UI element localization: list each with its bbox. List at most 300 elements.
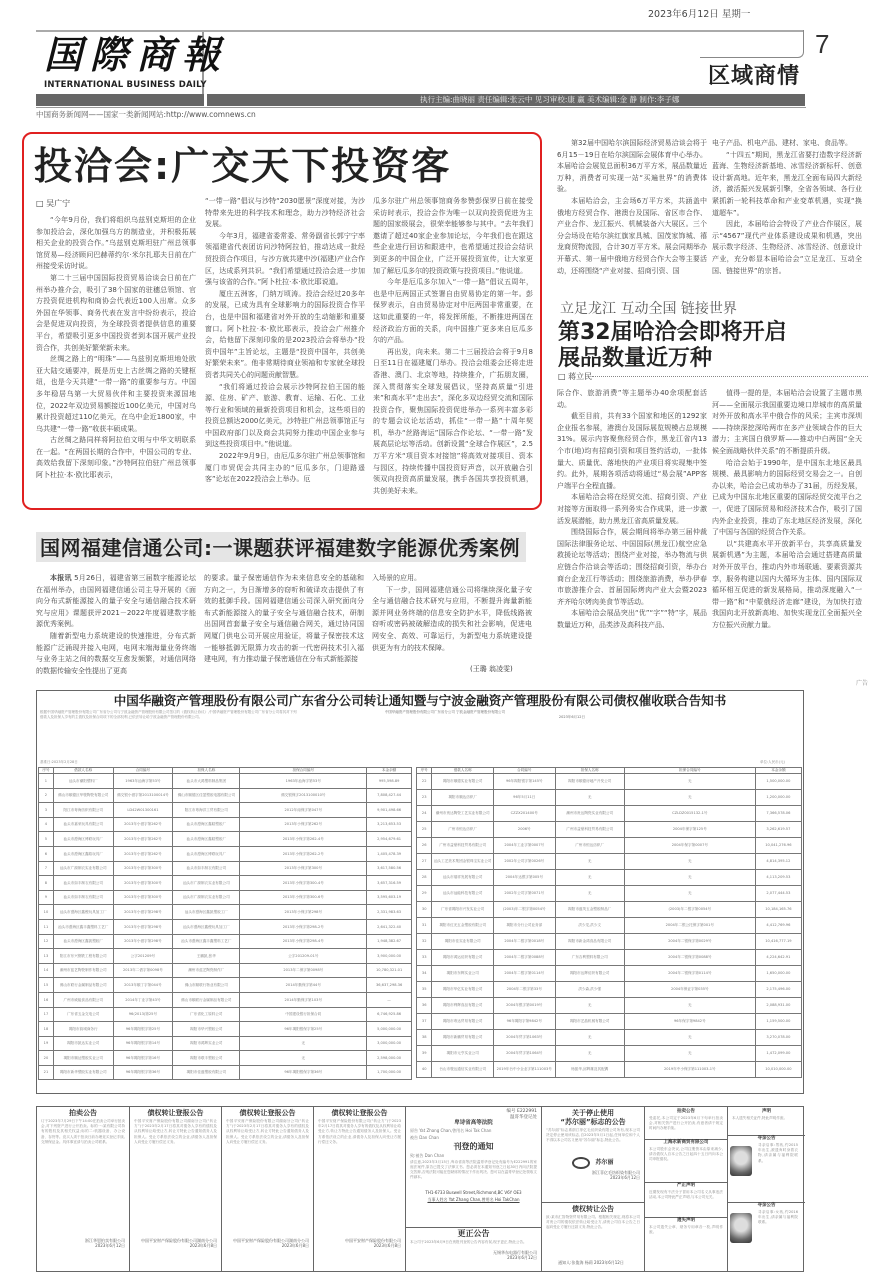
- court-notice-title: 刊登的通知: [453, 1141, 494, 1151]
- table-cell: 24: [417, 806, 432, 822]
- table-cell: 无: [555, 1030, 624, 1046]
- ad-date: 2023年6月12日: [594, 1260, 624, 1265]
- table-cell: 汕头市澄海区鑫丰鑫塑料工艺厂: [173, 934, 240, 949]
- table-cell: 3,657,316.59: [367, 876, 412, 891]
- lead-text: 5月26日，福建省第三届数字能源论坛在福州举办，由国网福建信通公司主导开展的《面向分布式新能源接入的量子安全与通信融合技术研究与应用》课题获评2021－2022年度福建数字能源优秀案例。: [36, 574, 196, 629]
- paragraph: 本届哈洽会将在经贸交流、招商引资、产业对接等方面取得一系列务实合作成果，进一步激活发展潜能，助力黑龙江省高质量发展。: [557, 493, 707, 525]
- ad-org: 浙江菲亿毛纺织染有限公司: [592, 1170, 640, 1175]
- table-cell: 1,405,478.39: [367, 846, 412, 861]
- ad-body: 中国平安财产保险股份有限公司湖南分公司(“转让方”)于2023年2月17日将其对债务人享有的债权及从权利转让给受让方,转让方特此公告通知债务人及担保人。受让方系依法设立的企业,请债务人及担保人向受让方履行偿还义务。: [134, 1119, 217, 1144]
- table-cell: 阳江市粤海纺织有限公司: [53, 803, 113, 818]
- table-cell: 杨振华,邱辉雄及其配偶: [555, 1062, 624, 1078]
- ad-body: 本人遗失相关证件,特此声明作废。: [732, 1116, 788, 1120]
- table-cell: 96年揭阳银字第16号: [113, 1051, 173, 1066]
- ad-date: 2023年6月12日: [95, 1243, 125, 1249]
- paragraph: [36, 573, 196, 631]
- ad-org: 中国平安财产保险股份有限公司: [345, 1238, 401, 1243]
- ad-title: 上海永新商贸有限公司: [645, 1139, 727, 1146]
- table-cell: 无: [240, 1036, 367, 1051]
- ad-title: 声明: [762, 1109, 771, 1114]
- table-cell: 2004年二银保字第0088号: [624, 950, 755, 966]
- table-cell: 潮州市蓝艺陶瓷制作厂: [173, 963, 240, 978]
- notice-table-right: [416, 767, 802, 1091]
- table-cell: 广州市恒达纺织厂: [555, 838, 624, 854]
- table-cell: 2006号: [493, 822, 555, 838]
- table-cell: 2,598,000.00: [367, 1051, 412, 1066]
- table-cell: 佛交银小借字第2013100014号: [113, 788, 173, 803]
- paragraph: 的要求。量子保密通信作为未来信息安全的基础和方向之一，为日渐增多的窃听和破译攻击提供了有效的抵御手段。国网福建信通公司深入研究面向分布式新能源接入的量子安全与通信融合技术，研制出国网首套量子安全与通信融合网关，通过协同国网厦门供电公司开展应用验证，将量子保密技术这一能够抵御无限算力攻击的新一代密码技术引入福建电网，有力推动量子保密通信在分布式新能源接: [204, 574, 364, 664]
- lead-tag: 本报讯: [50, 574, 72, 582]
- table-cell: 2013年小借字第298号: [113, 919, 173, 934]
- table-cell: 4: [39, 817, 54, 832]
- table-row: [39, 1036, 412, 1051]
- column-header: 本金余额: [755, 768, 801, 774]
- table-cell: 35: [417, 982, 432, 998]
- table-cell: 1,500,000.00: [755, 774, 801, 790]
- ad-title: 拍卖公告: [677, 1109, 695, 1114]
- table-cell: 潮州市蓝艺陶瓷制作有限公司: [53, 963, 113, 978]
- newspaper-logo-en: INTERNATIONAL BUSINESS DAILY: [44, 80, 207, 90]
- table-cell: 3,213,653.53: [367, 817, 412, 832]
- table-cell: 34: [417, 966, 432, 982]
- table-cell: LD42W01300161: [113, 803, 173, 818]
- column-header: 担保人名称: [555, 768, 624, 774]
- table-cell: 2004年保字第125号: [624, 822, 755, 838]
- table-row: [39, 788, 412, 803]
- ad-body: “苏尔丽”标志系浙江菲亿毛纺织染有限公司所有,现本公司决定停止使用该标志,自2023年5月1日起,任何单位和个人不得以本公司名义使用“苏尔丽”标志,特此公告。: [546, 1128, 640, 1143]
- table-cell: 无: [555, 870, 624, 886]
- table-cell: 揭阳市粤达贸易有限公司: [432, 1014, 494, 1030]
- table-cell: 28: [417, 870, 432, 886]
- table-cell: 汕头市汕能科技有限公司: [432, 886, 494, 902]
- table-cell: 3,617,580.56: [367, 861, 412, 876]
- table-cell: 广东省化工原料公司: [173, 1007, 240, 1022]
- paragraph: “十四五”期间，黑龙江省要打造数字经济新蓝海、生物经济新基地、冰雪经济新标杆、创意设计新高地。近年来，黑龙江全面布局四大新经济，激活振兴发展新引擎，全省各领域、各行业紧抓新一轮科技革命和产业变革机遇，实现“换道超车”。: [712, 150, 862, 217]
- article3-col3: [372, 573, 532, 655]
- table-cell: 揭阳市顺达纺织厂: [432, 790, 494, 806]
- table-row: [39, 846, 412, 861]
- table-cell: CZZX201400号: [493, 806, 555, 822]
- table-cell: 2013年小借字第300号: [113, 876, 173, 891]
- ad-date: 2023年6月8日: [373, 1243, 401, 1249]
- table-cell: 1963年汕海字第53号: [113, 774, 173, 789]
- table-cell: 揭阳市华亿实业有限公司: [432, 982, 494, 998]
- table-cell: 揭阳市佳实业有限公司: [432, 934, 494, 950]
- table-row: [39, 1022, 412, 1037]
- column-header: 担保合同编号: [240, 768, 367, 774]
- table-cell: 96(2013)第25号: [113, 1007, 173, 1022]
- article2-headline-line1: 第32届哈洽会即将开启: [558, 320, 787, 345]
- table-row: [39, 817, 412, 832]
- table-cell: 2002年公司字第0026号: [493, 854, 555, 870]
- table-cell: 佛交银保字2013100010号: [240, 788, 367, 803]
- court-recipient: 致:被告 Dan Chan: [410, 1152, 445, 1158]
- table-cell: 10,780,321.01: [367, 963, 412, 978]
- table-cell: 23: [417, 790, 432, 806]
- table-cell: 汕头市嘉荣玩具有限公司: [53, 817, 113, 832]
- table-cell: 汕头市广源制衣实业有限公司: [173, 876, 240, 891]
- table-cell: 2,077,444.53: [755, 886, 801, 902]
- ad-contact: 通知人:张俊海 杨莉: [558, 1260, 593, 1265]
- table-cell: 2004年工业字第0007号: [493, 838, 555, 854]
- table-cell: 2004年二银字第0114号: [493, 966, 555, 982]
- table-cell: 10,010,000.00: [755, 1062, 801, 1078]
- table-cell: 12: [39, 934, 54, 949]
- paragraph: 入场景的应用。: [372, 574, 421, 582]
- table-cell: 3,900,000.00: [367, 949, 412, 964]
- court-registry: 温哥华登记处: [510, 1114, 537, 1120]
- column-header: 借款人名称: [432, 768, 494, 774]
- table-cell: 无: [624, 998, 755, 1014]
- table-cell: 阳江市东兴钢铁工程有限公司: [53, 949, 113, 964]
- ad-body: 本公司股东会决议,公司注册资本由原来减少,请各债权人自本公告之日起四十五日内向本公司申报债权。: [649, 1147, 723, 1162]
- table-cell: 2013年小保字第262-4号: [240, 832, 367, 847]
- article1-col3: [373, 196, 533, 506]
- paragraph: 下一步，国网福建信通公司将继续深化量子安全与通信融合技术研究与应用，不断提升海量新能源并网业务终端的信息安全防护水平，降低线路被窃听或密码被破解造成的损失和社会影响，促进电网安全、高效、可靠运行，为新型电力系统建设提供更为有力的技术保障。: [372, 585, 532, 652]
- table-cell: 揭阳市顺德实业有限公司: [432, 774, 494, 790]
- notice-intro: 根据中国华融资产管理股份有限公司广东省分公司与宁波金融资产管理股份有限公司签订的《债权转让协议》,中国华融资产管理股份有限公司广东省分公司将其对下列借款人及担保人享有的主债权及担保合同项下的全部权利,已依法转让给宁波金融资产管理股份有限公司。: [40, 710, 297, 719]
- suerli-logo-text: 苏尔丽: [595, 1159, 614, 1166]
- table-row: [417, 854, 802, 870]
- column-header: 借款人名称: [53, 768, 113, 774]
- ad-body: 中国平安财产保险股份有限公司湖南分公司(“转让方”)于2023年2月17日将其对债务人享有的债权及从权利转让给受让方,转让方特此公告通知债务人及担保人。受让方系依法设立的企业,请债务人及担保人向受让方履行偿还义务。: [226, 1119, 309, 1144]
- table-cell: 2013年小保字第298-4号: [240, 934, 367, 949]
- table-row: [39, 949, 412, 964]
- table-cell: 广州市恒达纺织厂: [432, 822, 494, 838]
- table-cell: 无: [624, 790, 755, 806]
- table-cell: 4,814,395.12: [755, 854, 801, 870]
- table-row: [39, 934, 412, 949]
- table-cell: 无: [624, 774, 755, 790]
- table-cell: 2,954,679.61: [367, 832, 412, 847]
- table-cell: 汕头市澄海区鑫皓玩具厂: [53, 846, 113, 861]
- table-row: [39, 1007, 412, 1022]
- table-cell: 汕头市如丰制衣有限公司: [53, 876, 113, 891]
- table-row: [417, 806, 802, 822]
- table-cell: 揭阳市艺晶机械有限公司: [555, 1014, 624, 1030]
- table-row: [417, 774, 802, 790]
- table-row: [417, 822, 802, 838]
- table-cell: 揭阳市东辉实业公司: [432, 966, 494, 982]
- column-header: 合同编号: [113, 768, 173, 774]
- ad-body: 寻亲启事:女孩,约2016年出生,请亲属与福利院联系。: [728, 1209, 805, 1267]
- table-cell: 2019年中小保字第111003-1号: [624, 1062, 755, 1078]
- ad-title: 遗失声明: [645, 1217, 727, 1224]
- suerli-logo-icon: [572, 1157, 590, 1169]
- table-cell: 3: [39, 803, 54, 818]
- table-cell: 36: [417, 998, 432, 1014]
- paragraph: 厦庄五洲客，门纳万顷涛。投洽会经过20多年的发展，已成为具有全球影响力的国际投资合作平台，也是中国和福建省对外开放的生动缩影和重要窗口。阿卜杜拉·本·欧比耶表示，投洽会广州推介会，给他留下深刻印象的是2023投洽会将举办“投资中国年”主旨论坛，主题是“投资中国年，共创美好繁荣未来”。他非常期待商业领袖和专家就全球投资者共同关心的问题贡献智慧。: [205, 289, 365, 379]
- table-cell: 汕头工艺美术集团金银珠宝实业公司: [432, 854, 494, 870]
- article1-byline: □ 吴广宁: [36, 199, 71, 208]
- table-cell: 汕头市大鸿塑料制品集团: [173, 774, 240, 789]
- table-cell: 广州市益豪科技贸易有限公司: [432, 838, 494, 854]
- table-cell: 4,224,642.91: [755, 950, 801, 966]
- ad-body: 订于2023年7月29日下午14:00在拍卖公司举行拍卖会,对下列资产进行公开拍卖。标的一:某有限公司持有的股权及其相关权益;标的二:机器设备、办公设备、存货等。竞买人须于拍卖日前办理竞买登记手续,交纳保证金。具体事宜请与拍卖公司联系。: [41, 1119, 125, 1144]
- editor-credits: 执行主编:曲晓丽 责任编辑:张云中 见习审校:康 赢 美术编辑:金 静 制作:李子娜: [420, 95, 680, 104]
- table-cell: 2004年二银字第33号: [493, 982, 555, 998]
- table-cell: 1,472,099.00: [755, 1046, 801, 1062]
- table-row: [417, 790, 802, 806]
- table-cell: 揭阳市鸿辉实业公司: [173, 1036, 240, 1051]
- table-cell: 10,416,777.19: [755, 934, 801, 950]
- table-cell: 21: [39, 1065, 54, 1080]
- page-number: 7: [815, 29, 830, 59]
- table-cell: 汕头市广源制衣实业有限公司: [53, 861, 113, 876]
- ad-title: 严正声明: [645, 1182, 727, 1189]
- ad-title: 关于停止使用: [572, 1109, 614, 1117]
- table-cell: 汕头市如丰制衣有限公司: [173, 861, 240, 876]
- table-cell: 3,262,619.57: [755, 822, 801, 838]
- table-row: [417, 1046, 802, 1062]
- table-cell: 汕头市广源制衣实业有限公司: [173, 890, 240, 905]
- table-cell: 公字201209-01号: [240, 949, 367, 964]
- table-cell: 无: [555, 998, 624, 1014]
- masthead-bar-left: [36, 94, 204, 106]
- table-cell: 2013年小保字第298-2号: [240, 919, 367, 934]
- table-cell: 2013年小保字第298号: [240, 905, 367, 920]
- table-cell: 2004年二银保字第0029号: [624, 934, 755, 950]
- table-cell: 30: [417, 902, 432, 918]
- ad-date: 2023年6月12日: [507, 1255, 537, 1261]
- column-header: 本金余额: [367, 768, 412, 774]
- table-cell: 6: [39, 846, 54, 861]
- article1-headline: 投洽会:广交天下投资客: [34, 144, 452, 188]
- ad-transfer-4: [542, 1202, 645, 1271]
- table-cell: 2013年二借字第0098号: [113, 963, 173, 978]
- ad-transfer-1: [130, 1107, 222, 1271]
- table-cell: 96年5月11日: [493, 790, 555, 806]
- classified-ads: [36, 1106, 804, 1272]
- table-cell: 2013年小保字第262号: [240, 817, 367, 832]
- table-cell: 2013年小保字第262-2号: [240, 846, 367, 861]
- debt-table-left: [38, 767, 412, 1080]
- ad-transfer-2: [222, 1107, 314, 1271]
- table-cell: 无: [624, 870, 755, 886]
- ad-auction: [37, 1107, 130, 1271]
- ad-org: 无锡华东电器行有限公司: [493, 1250, 537, 1255]
- paragraph: 电子产品、机电产品、建材、家电、食品等。: [712, 139, 852, 147]
- article2-bottom-col1: [557, 388, 707, 671]
- court-name: 卑诗省高等法院: [454, 1120, 493, 1127]
- table-cell: 汕头市澄海区鑫皓塑胶厂: [173, 817, 240, 832]
- paragraph: 今年3月，福建省委常委、常务副省长郭宁宁率领福建省代表团访问沙特阿拉伯，推动达成一批经贸投资合作项目，与沙方就共建中沙(福建)产业合作区，达成系列共识。“我们希望通过投洽会进一步加强与该省的合作。”阿卜杜拉·本·欧比耶说道。: [205, 231, 365, 287]
- table-cell: 5,000,000.00: [367, 1022, 412, 1037]
- article2-bottom-col2: [712, 388, 862, 671]
- table-cell: 揭阳市佳盛塑胶有限公司: [173, 1065, 240, 1080]
- article3-col2: [204, 573, 364, 677]
- debt-table-right: [416, 767, 802, 1078]
- paragraph: 以“共建高水平开放新平台，共享高质量发展新机遇”为主题，本届哈洽会通过搭建高质量对外开放平台，推动内外市场联通、要素资源共享，服务构建以国内大循环为主体、国内国际双循环相互促进的新发展格局，推动深度融入“一带一路”和“中蒙俄经济走廊”建设，为加快打造我国向北开放新高地、加快实现龙江全面振兴全方位振兴贡献力量。: [712, 539, 862, 629]
- table-cell: 2013年顺丁字第044号: [113, 978, 173, 993]
- table-cell: 2004年银字第0019号: [493, 998, 555, 1014]
- table-cell: 1,948,382.67: [367, 934, 412, 949]
- table-cell: 8: [39, 876, 54, 891]
- article2-kicker: 立足龙江 互动全国 链接世界: [560, 301, 737, 317]
- table-cell: 揭阳市韵城商务行: [53, 1022, 113, 1037]
- table-cell: 揭阳市鸿运纺织有限公司: [432, 950, 494, 966]
- court-case-number: 编号 E222991: [506, 1109, 537, 1114]
- notice-sign-date: 2023年6月12日: [558, 715, 585, 719]
- table-cell: 2004年二银字第0088号: [493, 950, 555, 966]
- table-cell: 11: [39, 919, 54, 934]
- article3-headline: 国网福建信通公司:一课题获评福建数字能源优秀案例: [40, 536, 520, 560]
- table-cell: 1,700,000.00: [367, 1065, 412, 1080]
- table-cell: 佛山市联行金属制品有限公司: [53, 978, 113, 993]
- table-cell: 无: [555, 1046, 624, 1062]
- ad-label: 广告: [856, 680, 869, 687]
- ad-title: 债权转让登报公告: [147, 1109, 204, 1117]
- table-cell: 广东省揭阳市兴发实业公司: [432, 902, 494, 918]
- missing-person-photo: [730, 1146, 752, 1176]
- ad-org: 中国平安财产保险股份有限公司湖南分公司: [141, 1238, 217, 1243]
- table-cell: 1,650,000.00: [755, 966, 801, 982]
- table-cell: 31: [417, 918, 432, 934]
- table-row: [39, 1065, 412, 1080]
- paragraph: “今年9月份，我们将组织乌兹别克斯坦的企业参加投洽会，深化加强乌方的制造业，并积极拓展相关企业的投资合作。”乌兹别克斯坦驻广州总领事馆贸易—经济顾问巴赫蒂约尔·米尔扎耶夫日前在广州接受采访时说。: [36, 216, 196, 271]
- paragraph: 2022年9月9日，由厄瓜多尔驻广州总领事馆和厦门市贸促会共同主办的“厄瓜多尔，门迎路遥客”论坛在2022投洽会上举办。厄: [205, 452, 365, 484]
- table-row: [417, 886, 802, 902]
- table-cell: 揭阳市华兴塑胶公司: [173, 1022, 240, 1037]
- table-cell: 96年揭阳银保字第25号: [240, 1022, 367, 1037]
- table-cell: 汕头市澄海区鑫俊玩具加工厂: [173, 919, 240, 934]
- column-header: 序号: [417, 768, 432, 774]
- ad-title: 更正公告: [457, 1229, 490, 1238]
- paragraph: “我们将通过投洽会展示沙特阿拉伯王国的能源、住房、矿产、旅游、教育、运输、石化、工业等行业和领域的最新投资项目和机会，这些项目的投资总额达2000亿美元，沙特驻广州总领事馆正与中国政府部门以及商会共同努力推动中国企业参与到这些投资项目中。”他说道。: [205, 382, 365, 449]
- table-cell: 13: [39, 949, 54, 964]
- table-cell: 2004年二银公托保字第001号: [624, 918, 755, 934]
- table-row: [39, 905, 412, 920]
- table-row: [417, 1014, 802, 1030]
- ad-org: 浙江华恩拍卖有限公司: [85, 1238, 125, 1243]
- table-cell: 38: [417, 1030, 432, 1046]
- table-cell: —: [367, 992, 412, 1007]
- table-cell: 96年保字第9842号: [624, 1014, 755, 1030]
- table-cell: 2013年小借字第262号: [113, 817, 173, 832]
- paragraph: 丝绸之路上的“明珠”——乌兹别克斯坦地处欧亚大陆交通要冲，既是历史上古丝绸之路的关键枢纽，也是今天共建“一带一路”的重要参与方。中国多年稳居乌第一大贸易伙伴和主要投资来源国地位，2022年双边贸易额接近100亿美元，中国对乌累计投资超过110亿美元，在乌中企近1800家，中乌共建“一带一路”收获丰硕成果。: [36, 355, 196, 433]
- table-cell: 揭阳市分行公司业务部: [493, 918, 555, 934]
- ad-date: 2023年6月8日: [281, 1243, 309, 1249]
- missing-person-photo: [730, 1213, 752, 1243]
- column-header: 担保人名称: [173, 768, 240, 774]
- table-row: [417, 1062, 802, 1078]
- table-cell: 揭阳市盛茂五金塑胶制品厂: [555, 902, 624, 918]
- table-cell: 5: [39, 832, 54, 847]
- table-cell: 2013年小保字第300号: [240, 861, 367, 876]
- table-cell: 揭阳市顺德房地产开发公司: [555, 774, 624, 790]
- paragraph: 哈洽会始于1990年，是中国东北地区最具规模、最具影响力的国际经贸交易会之一。自创办以来，哈洽会已成功举办了31届，历经发展，已成为中国东北地区重要的国际经贸交流平台之一，促进了国际贸易和经济技术合作，吸引了国内外企业投资，推动了东北地区经济发展，深化了中国与各国的经贸合作关系。: [712, 458, 862, 537]
- table-cell: CZLDZ0015132-1号: [624, 806, 755, 822]
- paragraph: 第32届中国哈尔滨国际经济贸易洽谈会将于6月15－19日在哈尔滨国际会展体育中心举办。本届哈洽会展览总面积36万平方米，展品数量近万种，消费者可实现一站“买遍世界”的消费体验。: [557, 139, 707, 194]
- table-cell: 2012年南保字第047号: [240, 803, 367, 818]
- table-row: [417, 1030, 802, 1046]
- table-cell: 3,595,603.19: [367, 890, 412, 905]
- table-cell: 佛山市顺联行金属制品有限公司: [173, 992, 240, 1007]
- paragraph: 随着新型电力系统建设的快速推进，分布式新能源广泛涌现并接入电网，电网末端海量业务终端与业务主站之间的数据交互愈发频繁，对通信网络的数据传输安全性提出了更高: [36, 631, 196, 675]
- table-row: [39, 876, 412, 891]
- ad-title: 寻亲公告: [728, 1202, 805, 1209]
- newspaper-logo: 国際商報: [44, 32, 229, 77]
- table-cell: 2002年公司字第0071号: [493, 886, 555, 902]
- ad-body: 受委托,本公司定于2023年6月下旬举行拍卖会,对相关资产进行公开拍卖,有意者请于规定时间内办理手续。: [649, 1116, 723, 1131]
- table-cell: 潮州市贵达陶瓷实业有限公司: [555, 806, 624, 822]
- table-cell: 揭阳市顺达塑胶实业公司: [53, 1051, 113, 1066]
- table-cell: 7,366,578.06: [755, 806, 801, 822]
- table-cell: 汕头市澄海区鑫凯塑胶厂: [53, 934, 113, 949]
- table-cell: 2004年二银字第0018号: [493, 934, 555, 950]
- notice-unit: 单位:人民币(元): [760, 760, 785, 764]
- table-cell: 无: [624, 886, 755, 902]
- table-cell: 汕头市澄海区鑫凯塑胶工厂: [173, 905, 240, 920]
- table-cell: 10,184,165.76: [755, 902, 801, 918]
- table-cell: 汕头市澄海区鑫俊玩具加工厂: [53, 905, 113, 920]
- ad-misc-column-1: [645, 1107, 728, 1271]
- table-cell: 10,041,276.96: [755, 838, 801, 854]
- table-cell: 揭阳市元亨实业公司: [432, 1046, 494, 1062]
- table-cell: (2003)年二银字第0054号: [493, 902, 555, 918]
- table-cell: 9,901,498.66: [367, 803, 412, 818]
- table-row: [39, 832, 412, 847]
- table-row: [39, 963, 412, 978]
- ad-body: 近期发现有不法分子冒用本公司名义从事违法活动,本公司特此严正声明,与本公司无关。: [649, 1190, 723, 1200]
- ad-body: 中国平安财产保险股份有限公司(“转让方”)于2023年2月17日将其对债务人享有的债权及从权利转让给受让方,转让方特此公告通知债务人及担保人。受让方系依法设立的企业,请债务人及担保人向受让方履行偿还义务。: [318, 1119, 401, 1144]
- debt-notice-title: 中国华融资产管理股份有限公司广东省分公司转让通知暨与宁波金融资产管理股份有限公司债权催收联合告知书: [113, 693, 727, 708]
- court-address: TH1-6733 Buswell Street,Richmond,BC V6Y OE3: [425, 1189, 522, 1195]
- table-cell: 中国建设银行担保合同: [240, 1007, 367, 1022]
- article1-col1: [36, 215, 196, 505]
- table-cell: 广东吉利塑料有限公司: [555, 950, 624, 966]
- ad-date: 2023年6月12日: [610, 1175, 640, 1181]
- ad-misc-column-2: [728, 1107, 805, 1271]
- ad-org: 中国平安财产保险股份有限公司湖南分公司: [233, 1238, 309, 1243]
- table-cell: 王鹏凯,张华: [173, 949, 240, 964]
- ad-body: 本公司遗失公章、财务专用章各一枚,声明作废。: [649, 1225, 723, 1235]
- table-cell: 2014年丁业字第43号: [113, 992, 173, 1007]
- table-cell: 2004年达银字第005号: [493, 870, 555, 886]
- table-cell: 揭阳市新华塑胶实业有限公司: [53, 1065, 113, 1080]
- table-cell: 2013年小保字第300-6号: [240, 890, 367, 905]
- section-title: 区域商情: [708, 63, 801, 89]
- table-cell: 汕头市澄海区鑫皓塑胶厂: [173, 832, 240, 847]
- article1-col2: [205, 196, 365, 506]
- byline-dotted-rule: [592, 376, 868, 377]
- table-cell: 无: [555, 790, 624, 806]
- table-row: [417, 966, 802, 982]
- ad-body: 寻亲启事:男孩,约2015年出生,被遗弃时身着衣物,请亲属与福利院联系。: [728, 1142, 805, 1200]
- table-cell: 揭阳市红光五金塑胶有限公司: [432, 918, 494, 934]
- table-cell: 洪少龙,洪少文: [555, 918, 624, 934]
- table-cell: 20: [39, 1051, 54, 1066]
- table-cell: 2013年小借字第298号: [113, 905, 173, 920]
- table-cell: 佛山市顺德区华骏陶瓷有限公司: [53, 788, 113, 803]
- table-cell: 16: [39, 992, 54, 1007]
- notice-table-left: [38, 767, 412, 1091]
- table-cell: 40: [417, 1062, 432, 1078]
- website-line: 中国商务新闻网——国家一类新闻网站:http://www.comnews.cn: [36, 110, 256, 119]
- ad-body: 致:某市汇智物资贸易有限公司。根据相关规定,现将本公司对贵公司的债权依法转让给受让方,请贵公司自本公告之日起向受让方履行还款义务,特此公告。: [546, 1215, 640, 1230]
- table-cell: 无: [624, 854, 755, 870]
- table-row: [39, 890, 412, 905]
- date-box: [700, 30, 804, 58]
- table-row: [417, 902, 802, 918]
- table-cell: 广州市益豪科技贸易有限公司: [555, 822, 624, 838]
- table-cell: 2014年勤保字第44号: [240, 978, 367, 993]
- table-cell: 2013年小借字第262号: [113, 832, 173, 847]
- table-cell: 无: [555, 854, 624, 870]
- table-cell: 6,746,925.86: [367, 1007, 412, 1022]
- article2-byline: □ 蒋立民: [558, 372, 593, 381]
- table-cell: 2013年小借字第298号: [113, 934, 173, 949]
